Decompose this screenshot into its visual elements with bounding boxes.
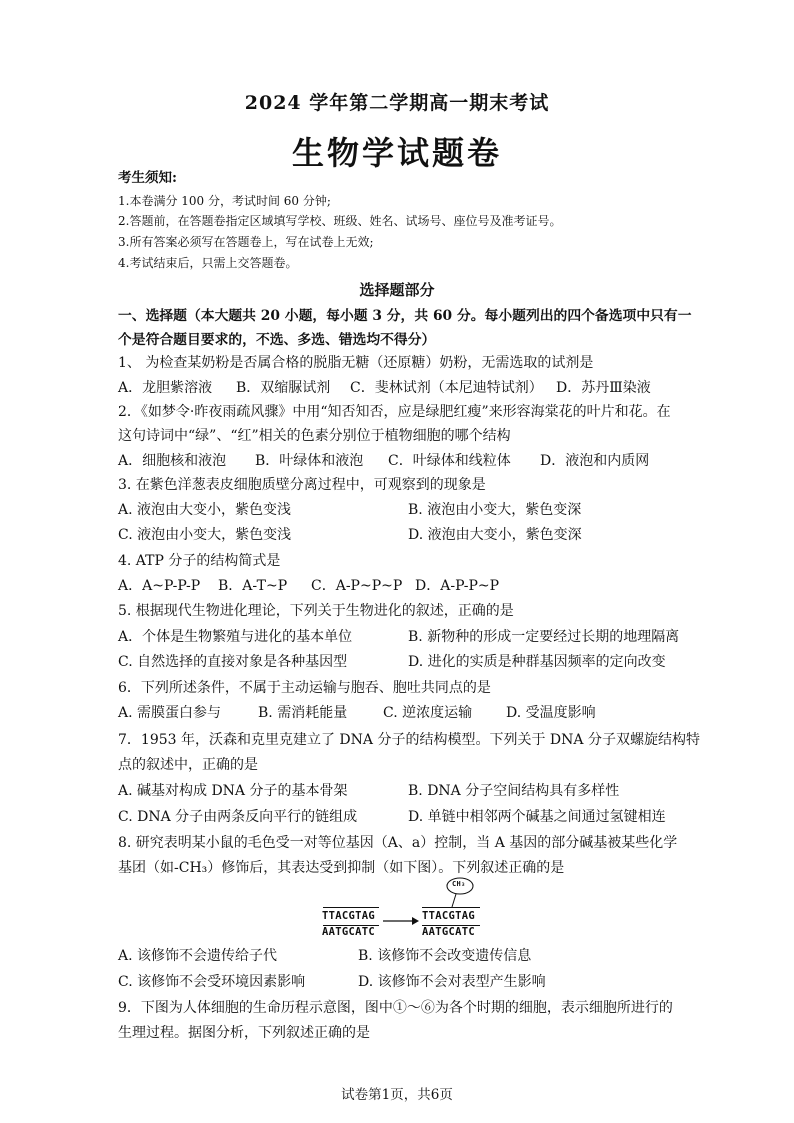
- option: B．叶绿体和液泡: [255, 453, 364, 469]
- question-stem: 5. 根据现代生物进化理论，下列关于生物进化的叙述，正确的是: [118, 603, 514, 619]
- question-stem: 3. 在紫色洋葱表皮细胞质壁分离过程中，可观察到的现象是: [118, 477, 486, 493]
- arrow-right-icon: [382, 916, 420, 926]
- option: D．苏丹Ⅲ染液: [556, 380, 651, 396]
- option: A. 液泡由大变小，紫色变浅: [118, 502, 292, 518]
- section-intro: 一、选择题（本大题共 20 小题，每小题 3 分，共 60 分。每小题列出的四个备选项中只有一: [118, 308, 692, 324]
- notice-item: 1.本卷满分 100 分，考试时间 60 分钟;: [118, 194, 331, 208]
- modified-bottom-strand: AATGCATC: [422, 926, 475, 938]
- strand-line: [323, 907, 379, 908]
- option: B. 新物种的形成一定要经过长期的地理隔离: [408, 629, 680, 645]
- question-stem: 2．《如梦令·昨夜雨疏风骤》中用“知否知否，应是绿肥红瘦”来形容海棠花的叶片和花。在: [118, 404, 671, 420]
- question-stem: 这句诗词中“绿”、“红”相关的色素分别位于植物细胞的哪个结构: [118, 428, 511, 444]
- original-bottom-strand: AATGCATC: [322, 926, 375, 938]
- option: B．A-T~P: [218, 578, 288, 594]
- option: D．A-P-P~P: [415, 578, 500, 594]
- question-stem: 1、 为检查某奶粉是否属合格的脱脂无糖（还原糖）奶粉，无需选取的试剂是: [118, 355, 594, 371]
- notice-item: 4.考试结束后，只需上交答题卷。: [118, 256, 298, 270]
- question-stem: 7．1953 年，沃森和克里克建立了 DNA 分子的结构模型。下列关于 DNA 分子双螺旋结构特: [118, 732, 700, 748]
- notice-item: 2.答题前，在答题卷指定区域填写学校、班级、姓名、试场号、座位号及准考证号。: [118, 214, 562, 228]
- option: C．A-P~P~P: [311, 578, 403, 594]
- option: A. 需膜蛋白参与: [118, 705, 222, 721]
- question-stem: 8. 研究表明某小鼠的毛色受一对等位基因（A、a）控制，当 A 基因的部分碱基被某些化学: [118, 835, 678, 851]
- exam-title: 2024 学年第二学期高一期末考试: [244, 92, 550, 114]
- option: B. 需消耗能量: [258, 705, 348, 721]
- option: C. 逆浓度运输: [383, 705, 473, 721]
- option: D. 单链中相邻两个碱基之间通过氢键相连: [408, 809, 666, 825]
- option: D. 受温度影响: [506, 705, 596, 721]
- option: B. 该修饰不会改变遗传信息: [358, 948, 532, 964]
- option: D. 液泡由大变小，紫色变深: [408, 527, 582, 543]
- option: B．双缩脲试剂: [236, 380, 331, 396]
- section-intro: 个是符合题目要求的，不选、多选、错选均不得分）: [118, 332, 436, 348]
- option: C．叶绿体和线粒体: [388, 453, 511, 469]
- question-stem: 点的叙述中，正确的是: [118, 757, 258, 773]
- page-footer: 试卷第1页，共6页: [341, 1087, 453, 1103]
- option: A．细胞核和液泡: [118, 453, 227, 469]
- notice-heading: 考生须知:: [118, 170, 177, 186]
- exam-subtitle: 生物学试题卷: [291, 134, 502, 172]
- question-stem: 基团（如-CH₃）修饰后，其表达受到抑制（如下图）。下列叙述正确的是: [118, 860, 565, 876]
- option: A. 碱基对构成 DNA 分子的基本骨架: [118, 783, 348, 799]
- option: C．斐林试剂（本尼迪特试剂）: [350, 380, 543, 396]
- original-top-strand: TTACGTAG: [322, 910, 375, 922]
- option: A．A~P-P-P: [118, 578, 201, 594]
- option: D. 进化的实质是种群基因频率的定向改变: [408, 654, 666, 670]
- question-stem: 9．下图为人体细胞的生命历程示意图，图中①～⑥为各个时期的细胞，表示细胞所进行的: [118, 1000, 673, 1016]
- notice-item: 3.所有答案必须写在答题卷上，写在试卷上无效;: [118, 235, 374, 249]
- methyl-group-label: CH₃: [452, 880, 466, 888]
- option: D．液泡和内质网: [540, 453, 650, 469]
- question-stem: 4. ATP 分子的结构简式是: [118, 553, 281, 569]
- option: C. 自然选择的直接对象是各种基因型: [118, 654, 348, 670]
- question-stem: 6．下列所述条件，不属于主动运输与胞吞、胞吐共同点的是: [118, 680, 491, 696]
- option: D. 该修饰不会对表型产生影响: [358, 974, 546, 990]
- strand-line: [422, 907, 480, 908]
- option: A．龙胆紫溶液: [118, 380, 213, 396]
- option: B. 液泡由小变大，紫色变深: [408, 502, 582, 518]
- section-title: 选择题部分: [359, 281, 435, 299]
- option: B. DNA 分子空间结构具有多样性: [408, 783, 620, 799]
- modified-top-strand: TTACGTAG: [422, 910, 475, 922]
- option: A．个体是生物繁殖与进化的基本单位: [118, 629, 353, 645]
- option: C. DNA 分子由两条反向平行的链组成: [118, 809, 358, 825]
- option: A. 该修饰不会遗传给子代: [118, 948, 278, 964]
- option: C. 该修饰不会受环境因素影响: [118, 974, 306, 990]
- option: C. 液泡由小变大，紫色变浅: [118, 527, 292, 543]
- dna-methylation-figure: [318, 876, 493, 938]
- question-stem: 生理过程。据图分析，下列叙述正确的是: [118, 1025, 370, 1041]
